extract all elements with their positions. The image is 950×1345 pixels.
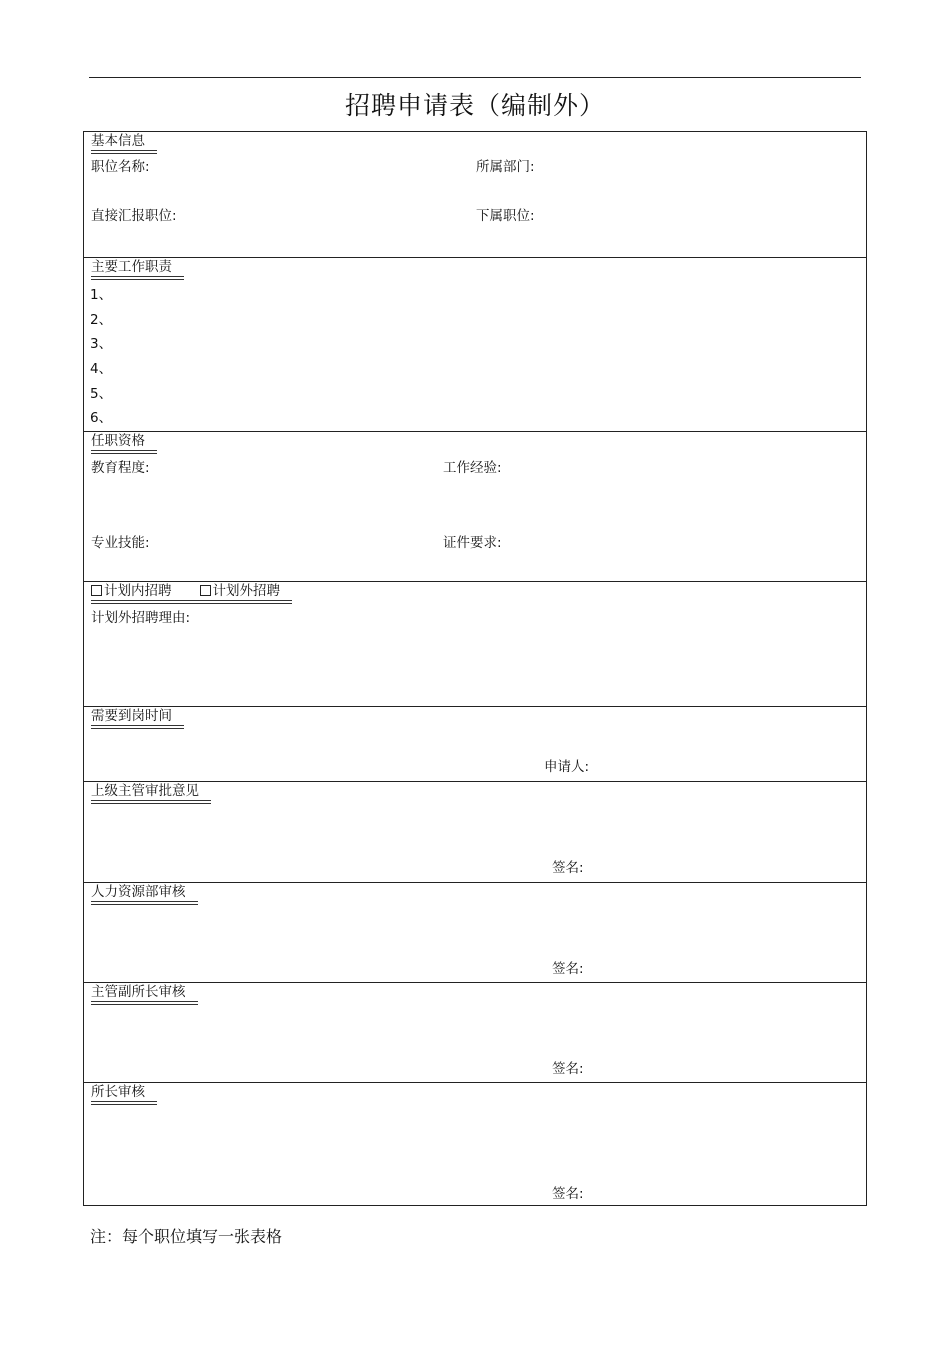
- applicant-signature-field[interactable]: 申请人:: [544, 759, 590, 775]
- section-heading-arrival: 需要到岗时间: [91, 708, 184, 729]
- section-heading-deputy: 主管副所长审核: [91, 984, 198, 1005]
- duty-item[interactable]: 2、: [90, 312, 113, 328]
- out-plan-checkbox[interactable]: [200, 585, 211, 596]
- skills-field[interactable]: 专业技能:: [91, 535, 150, 551]
- section-heading-director: 所长审核: [91, 1084, 157, 1105]
- out-plan-option[interactable]: [200, 583, 281, 599]
- section-duties: [84, 258, 866, 432]
- top-rule: [89, 77, 861, 78]
- in-plan-checkbox[interactable]: [91, 585, 102, 596]
- section-heading-qualifications: 任职资格: [91, 433, 157, 454]
- deputy-signature-field[interactable]: 签名:: [552, 1061, 584, 1077]
- section-hr-review: [84, 883, 866, 983]
- in-plan-label: 计划内招聘: [104, 583, 172, 599]
- application-form: [83, 131, 867, 1206]
- duty-item[interactable]: 1、: [90, 287, 113, 303]
- duty-item[interactable]: 5、: [90, 386, 113, 402]
- subordinates-field[interactable]: 下属职位:: [476, 208, 535, 224]
- duty-item[interactable]: 3、: [90, 336, 113, 352]
- section-heading-hr: 人力资源部审核: [91, 884, 198, 905]
- section-qualifications: [84, 432, 866, 582]
- page-title: 招聘申请表（编制外）: [344, 91, 605, 120]
- plan-options: [91, 583, 292, 604]
- section-recruitment-plan: [84, 582, 866, 707]
- out-plan-label: 计划外招聘: [212, 583, 280, 599]
- duty-item[interactable]: 4、: [90, 361, 113, 377]
- supervisor-signature-field[interactable]: 签名:: [552, 860, 584, 876]
- section-heading-supervisor: 上级主管审批意见: [91, 783, 211, 804]
- certificates-field[interactable]: 证件要求:: [443, 535, 502, 551]
- position-name-field[interactable]: 职位名称:: [91, 159, 150, 175]
- section-deputy-review: [84, 983, 866, 1083]
- experience-field[interactable]: 工作经验:: [443, 460, 502, 476]
- reports-to-field[interactable]: 直接汇报职位:: [91, 208, 177, 224]
- section-arrival-time: [84, 707, 866, 782]
- section-basic-info: [84, 132, 866, 258]
- in-plan-option[interactable]: [91, 583, 172, 599]
- section-director-review: [84, 1083, 866, 1205]
- hr-signature-field[interactable]: 签名:: [552, 961, 584, 977]
- director-signature-field[interactable]: 签名:: [552, 1186, 584, 1202]
- section-heading-basic-info: 基本信息: [91, 133, 157, 154]
- education-field[interactable]: 教育程度:: [91, 460, 150, 476]
- section-supervisor-approval: [84, 782, 866, 883]
- section-heading-duties: 主要工作职责: [91, 259, 184, 280]
- footnote: 注：每个职位填写一张表格: [90, 1227, 283, 1246]
- duty-item[interactable]: 6、: [90, 410, 113, 426]
- out-plan-reason-field[interactable]: 计划外招聘理由:: [91, 610, 191, 626]
- department-field[interactable]: 所属部门:: [476, 159, 535, 175]
